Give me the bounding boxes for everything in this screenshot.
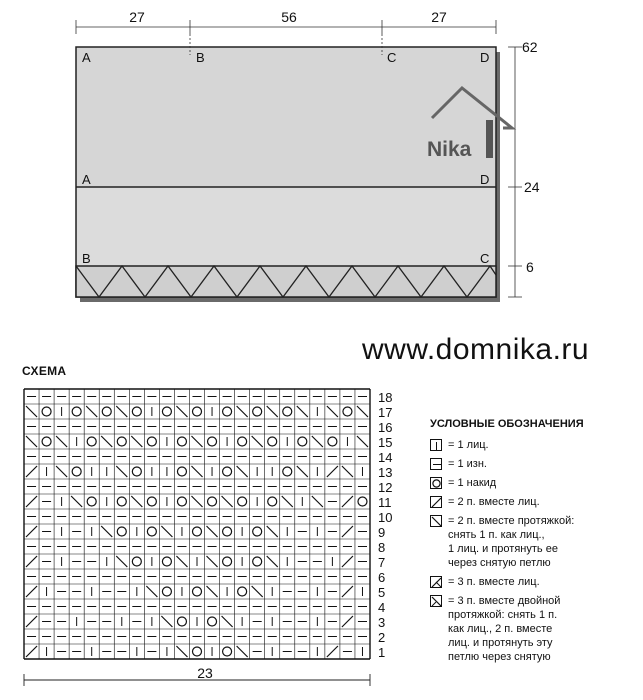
chart-cell — [101, 436, 112, 447]
dim-right-bottom: 6 — [526, 259, 534, 275]
chart-cell — [283, 467, 292, 476]
chart-cell — [297, 406, 308, 417]
svg-text:Nika: Nika — [427, 138, 472, 161]
legend-item-knit: = 1 лиц. — [430, 438, 635, 452]
label-a-middle: A — [82, 172, 91, 187]
chart-cell — [26, 646, 37, 657]
chart-cell — [223, 527, 232, 536]
chart-cell — [116, 466, 127, 477]
row-number: 11 — [378, 495, 392, 510]
label-c-top: C — [387, 50, 397, 65]
chart-cell — [86, 406, 97, 417]
row-number: 9 — [378, 525, 386, 540]
chart-cell — [26, 496, 37, 507]
row-number: 3 — [378, 615, 386, 630]
chart-cell — [342, 616, 353, 627]
chart-cell — [193, 407, 202, 416]
chart-cell — [72, 407, 81, 416]
chart-cell — [283, 407, 292, 416]
legend-title: УСЛОВНЫЕ ОБОЗНАЧЕНИЯ — [430, 418, 584, 430]
chart-cell — [327, 646, 338, 657]
row-number: 13 — [378, 465, 393, 480]
chart-cell — [253, 527, 262, 536]
chart-cell — [223, 557, 232, 566]
chart-cell — [328, 437, 337, 446]
dim-top-center: 56 — [281, 9, 297, 25]
chart-cell — [26, 526, 37, 537]
knit-icon — [430, 439, 442, 451]
chart-cell — [193, 527, 202, 536]
chart-cell — [358, 497, 367, 506]
chart-cell — [176, 406, 187, 417]
chart-cell — [208, 497, 217, 506]
chart-cell — [176, 556, 187, 567]
width-label: 23 — [197, 665, 213, 681]
dim-right-middle: 24 — [524, 179, 540, 195]
chart-cell — [222, 616, 233, 627]
chart-cell — [131, 496, 142, 507]
chart-cell — [342, 526, 353, 537]
chart-cell — [282, 496, 293, 507]
legend-item-yarn-over: = 1 накид — [430, 476, 635, 490]
chart-title: СХЕМА — [22, 364, 67, 378]
chart-cell — [87, 437, 96, 446]
chart-cell — [297, 466, 308, 477]
chart-cell — [161, 526, 172, 537]
chart-cell — [342, 556, 353, 567]
chart-cell — [223, 467, 232, 476]
chart-cell — [132, 467, 141, 476]
chart-cell — [161, 616, 172, 627]
chart-cell — [238, 587, 247, 596]
chart-cell — [312, 436, 323, 447]
chart-cell — [56, 436, 67, 447]
chart-cell — [147, 497, 156, 506]
chart-cell — [87, 497, 96, 506]
chart-cell — [116, 556, 127, 567]
chart-cell — [146, 586, 157, 597]
chart-cell — [343, 407, 352, 416]
chart-cell — [253, 407, 262, 416]
chart-cell — [237, 406, 248, 417]
chart-cell — [132, 557, 141, 566]
legend — [430, 418, 635, 669]
ssk-icon — [430, 515, 442, 527]
chart-cell — [193, 587, 202, 596]
label-d-top: D — [480, 50, 490, 65]
chart-cell — [253, 557, 262, 566]
chart-cell — [117, 437, 126, 446]
chart-cell — [222, 496, 233, 507]
chart-cell — [268, 437, 277, 446]
dim-top-right: 27 — [431, 9, 447, 25]
purl-icon — [430, 458, 442, 470]
label-d-middle: D — [480, 172, 490, 187]
chart-cell — [162, 557, 171, 566]
chart-cell — [177, 437, 186, 446]
legend-item-sk2p: = 3 п. вместе двойной протяжкой: снять 1 п. как лиц., 2 п. вместе лиц. и протянуть эту петлю через снятую — [430, 594, 635, 664]
chart-cell — [72, 467, 81, 476]
label-b-bottom: B — [82, 251, 91, 266]
chart-cell — [357, 406, 368, 417]
chart-cell — [267, 406, 278, 417]
legend-item-purl: = 1 изн. — [430, 457, 635, 471]
chart-cell — [207, 556, 218, 567]
chart-cell — [26, 556, 37, 567]
chart-cell — [207, 586, 218, 597]
chart-cell — [162, 407, 171, 416]
chart-cell — [342, 466, 353, 477]
chart-cell — [177, 617, 186, 626]
chart-cell — [26, 436, 37, 447]
row-number: 10 — [378, 510, 393, 525]
row-number: 4 — [378, 600, 386, 615]
chart-cell — [237, 466, 248, 477]
chart-cell — [56, 466, 67, 477]
dim-right-top: 62 — [522, 39, 538, 55]
chart-cell — [327, 466, 338, 477]
chart-cell — [147, 437, 156, 446]
chart-cell — [117, 527, 126, 536]
chart-cell — [357, 436, 368, 447]
label-a-top: A — [82, 50, 91, 65]
row-number: 17 — [378, 405, 393, 420]
chart-cell — [191, 436, 202, 447]
chart-cell — [162, 587, 171, 596]
label-c-bottom: C — [480, 251, 490, 266]
chart-cell — [238, 497, 247, 506]
legend-item-k2tog: = 2 п. вместе лиц. — [430, 495, 635, 509]
chart-cell — [102, 407, 111, 416]
chart-cell — [298, 437, 307, 446]
chart-cell — [208, 437, 217, 446]
chart-cell — [207, 526, 218, 537]
chart-cell — [177, 467, 186, 476]
chart-cell — [208, 617, 217, 626]
row-number: 14 — [378, 450, 393, 465]
chart-cell — [191, 496, 202, 507]
chart-cell — [71, 496, 82, 507]
chart-cell — [101, 526, 112, 537]
chart-cell — [117, 497, 126, 506]
chart-cell — [177, 497, 186, 506]
sk2p-icon — [430, 595, 442, 607]
chart-cell — [191, 466, 202, 477]
row-number: 18 — [378, 390, 393, 405]
chart-cell — [223, 407, 232, 416]
chart-cell — [237, 646, 248, 657]
chart-cell — [252, 586, 263, 597]
dim-top-left: 27 — [129, 9, 145, 25]
chart-cell — [42, 437, 51, 446]
chart-cell — [252, 436, 263, 447]
chart-cell — [342, 586, 353, 597]
chart-cell — [116, 406, 127, 417]
chart-cell — [147, 527, 156, 536]
chart-cell — [132, 407, 141, 416]
row-number: 2 — [378, 630, 386, 645]
legend-item-k3tog: = 3 п. вместе лиц. — [430, 575, 635, 589]
chart-cell — [268, 497, 277, 506]
k2tog-icon — [430, 496, 442, 508]
chart-cell — [312, 496, 323, 507]
k3tog-icon — [430, 576, 442, 588]
chart-cell — [327, 406, 338, 417]
chart-cell — [267, 556, 278, 567]
chart-cell — [26, 616, 37, 627]
chart-cell — [267, 526, 278, 537]
chart-cell — [42, 407, 51, 416]
chart-cell — [342, 496, 353, 507]
chart-cell — [223, 647, 232, 656]
legend-item-ssk: = 2 п. вместе протяжкой: снять 1 п. как лиц., 1 лиц. и протянуть ее через снятую петлю — [430, 514, 635, 570]
chart-cell — [26, 466, 37, 477]
row-number: 12 — [378, 480, 393, 495]
chart-cell — [26, 406, 37, 417]
row-number: 6 — [378, 570, 386, 585]
chart-cell — [176, 646, 187, 657]
yarn-over-icon — [430, 477, 442, 489]
chart-cell — [193, 647, 202, 656]
chart-cell — [238, 437, 247, 446]
row-number: 15 — [378, 435, 393, 450]
chart-cell — [26, 586, 37, 597]
label-b-top: B — [196, 50, 205, 65]
row-number: 1 — [378, 645, 386, 660]
row-number: 7 — [378, 555, 386, 570]
website-url: www.domnika.ru — [362, 333, 590, 366]
row-number: 8 — [378, 540, 386, 555]
chart-cell — [131, 436, 142, 447]
row-number: 5 — [378, 585, 386, 600]
row-number: 16 — [378, 420, 393, 435]
